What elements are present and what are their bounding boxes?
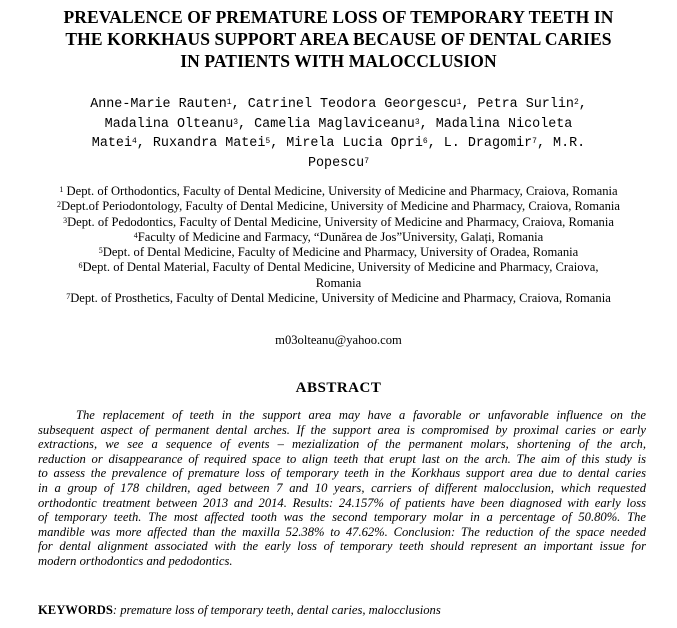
affiliation xyxy=(20,291,657,306)
abstract-line: The replacement of teeth in the support area may have a favorable or unfavorable influence on the xyxy=(76,408,646,422)
affiliation-text: Dept. of Orthodontics, Faculty of Dental Medicine, University of Medicine and Pharmacy, Craiova, Romania xyxy=(63,184,618,198)
affiliation-text: Dept. of Prosthetics, Faculty of Dental Medicine, University of Medicine and Pharmacy, Craiova, Romania xyxy=(70,291,611,306)
affiliation xyxy=(20,245,657,260)
abstract-line: for dental alignment associated with the early loss of temporary teeth should represent an important issue for xyxy=(38,539,646,554)
affiliation xyxy=(20,184,657,199)
affiliation-text: Dept. of Dental Material, Faculty of Dental Medicine, University of Medicine and Pharmacy, Craiova, xyxy=(82,260,599,275)
author-affil-sup: 7 xyxy=(532,137,537,146)
affiliation xyxy=(20,230,657,245)
author-line xyxy=(20,154,657,174)
author-name: , Catrinel Teodora Georgescu xyxy=(231,97,457,112)
author-name: , Camelia Maglaviceanu xyxy=(238,116,415,132)
abstract-line: of temporary teeth. The most affected tooth was the second temporary molar in a percentage of 50.80%. The xyxy=(38,510,646,525)
affiliation-number: 6 xyxy=(78,261,83,271)
keywords-colon: : xyxy=(112,603,118,617)
affiliation-number: 5 xyxy=(98,246,103,256)
author-name: Popescu xyxy=(307,155,365,171)
affiliation-number: 4 xyxy=(133,230,138,240)
affiliation-number: 2 xyxy=(56,200,61,210)
affiliation-text: Dept. of Dental Medicine, Faculty of Medicine and Pharmacy, University of Oradea, Romania xyxy=(102,245,579,260)
abstract-line: mandible was more affected than the maxilla 52.38% to 47.62%. Conclusion: The reduction of the space needed xyxy=(38,524,646,539)
affiliation-number: 7 xyxy=(66,292,71,302)
paper-title xyxy=(20,6,657,72)
author-affil-sup: 2 xyxy=(573,98,579,107)
author-name: , M.R. xyxy=(536,136,586,151)
author-line xyxy=(20,115,657,135)
title-line: IN PATIENTS WITH MALOCCLUSION xyxy=(180,51,497,71)
author-line xyxy=(20,95,657,115)
author-name: , Madalina Nicoleta xyxy=(419,116,573,132)
abstract-line: modern orthodontics and pedodontics. xyxy=(38,553,233,568)
affiliation-number: 1 xyxy=(59,185,64,194)
keywords-text: premature loss of temporary teeth, dental caries, malocclusions xyxy=(117,603,441,617)
author-name: , L. Dragomir xyxy=(427,136,533,151)
abstract-line: orthodontic treatment between 2013 and 2014. Results: 24.157% of patients have been diagnosed with early loss xyxy=(38,495,646,510)
affiliation xyxy=(20,260,657,275)
author-name: , Petra Surlin xyxy=(461,97,574,112)
affiliation-text: Dept.of Periodontology, Faculty of Dental Medicine, University of Medicine and Pharmacy, Craiova, Romania xyxy=(60,199,620,214)
title-line: PREVALENCE OF PREMATURE LOSS OF TEMPORARY TEETH IN xyxy=(63,7,614,27)
abstract-line: extractions, we see a sequence of events – mezialization of the permanent molars, shortening of the arch, xyxy=(38,437,646,452)
author-affil-sup: 7 xyxy=(364,156,370,166)
keywords xyxy=(38,603,441,618)
author-line xyxy=(20,134,657,154)
author-name: , Ruxandra Matei xyxy=(136,136,266,151)
affiliation xyxy=(20,199,657,214)
contact-email: m03olteanu@yahoo.com xyxy=(275,333,402,347)
affiliation-number: 3 xyxy=(63,215,68,225)
affiliation xyxy=(20,215,657,230)
author-name: Anne-Marie Rauten xyxy=(90,97,227,112)
author-affil-sup: 6 xyxy=(422,137,428,146)
author-name: Matei xyxy=(91,136,132,151)
affiliation-list xyxy=(20,184,657,306)
abstract-line: reduction or disappearance of required space to align teeth that erupt last on the arch. The aim of this study is xyxy=(38,451,646,466)
author-name: Madalina Olteanu xyxy=(104,116,234,132)
affiliation-text: Dept. of Pedodontics, Faculty of Dental Medicine, University of Medicine and Pharmacy, Craiova, Romania xyxy=(67,214,614,229)
affiliation-text: Faculty of Medicine and Farmacy, “Dunărea de Jos”University, Galați, Romania xyxy=(137,229,544,244)
author-list xyxy=(20,95,657,173)
author-affil-sup: 3 xyxy=(233,117,239,127)
abstract-heading: ABSTRACT xyxy=(295,380,382,396)
author-affil-sup: 1 xyxy=(456,98,462,107)
keywords-label: KEYWORDS xyxy=(38,603,113,617)
abstract-body xyxy=(38,408,646,569)
author-affil-sup: 5 xyxy=(265,137,271,146)
author-separator: , xyxy=(578,97,587,112)
affiliation-continuation: Romania xyxy=(315,275,362,290)
author-affil-sup: 4 xyxy=(131,137,137,146)
abstract-line: to assess the prevalence of premature loss of temporary teeth in the Korkhaus support area due to dental caries xyxy=(38,466,646,481)
author-name: , Mirela Lucia Opri xyxy=(270,136,423,151)
abstract-line: in a group of 178 children, aged between 7 and 10 years, carriers of different malocclusion, which requested xyxy=(38,480,646,495)
author-affil-sup: 3 xyxy=(414,117,420,127)
abstract-line: subsequent aspect of permanent dental arches. If the support area is compromised by proximal caries or early xyxy=(38,422,646,437)
title-line: THE KORKHAUS SUPPORT AREA BECAUSE OF DENTAL CARIES xyxy=(65,29,612,49)
author-affil-sup: 1 xyxy=(226,98,232,107)
